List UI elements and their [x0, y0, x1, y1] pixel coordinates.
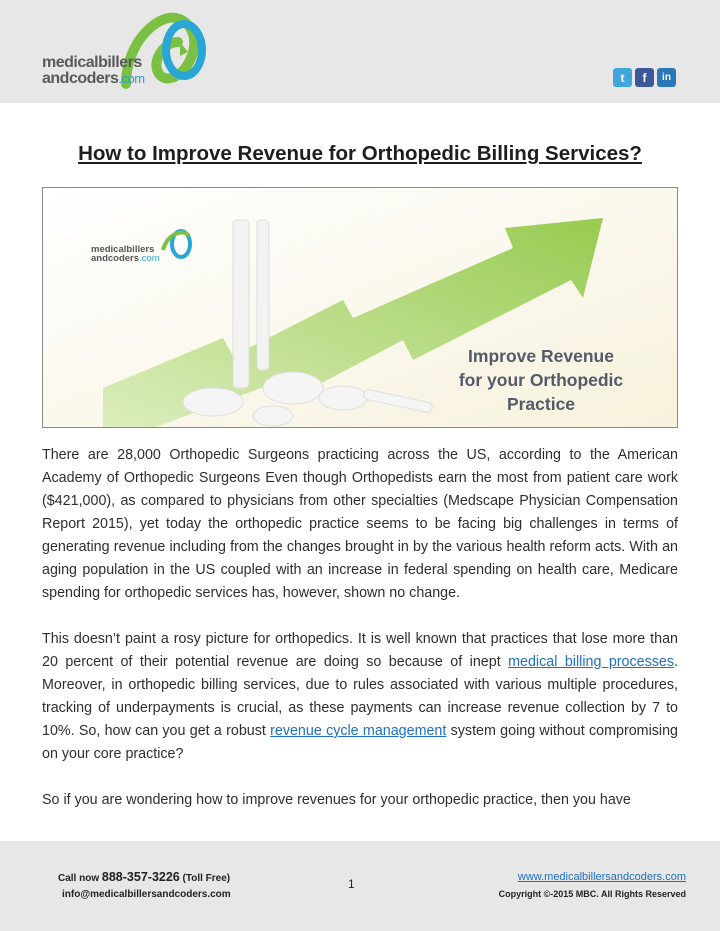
linkedin-icon[interactable]: in: [657, 68, 676, 87]
social-links: [613, 68, 676, 87]
banner-caption: [421, 344, 661, 416]
paragraph-2-text-c: system going without compromising on your core practice?: [42, 723, 678, 762]
paragraph-3: So if you are wondering how to improve revenues for your orthopedic practice, then you have: [42, 792, 631, 808]
article-banner-image: [42, 187, 678, 428]
page-footer: [0, 841, 720, 931]
footer-phone-line: [58, 869, 231, 887]
footer-email[interactable]: info@medicalbillersandcoders.com: [62, 889, 231, 900]
banner-logo-text-line2: [91, 253, 160, 264]
paragraph-1: There are 28,000 Orthopedic Surgeons practicing across the US, according to the American Academy of Orthopedic Surgeons Even though Orthopedists earn the most from patient care work ($421,000), as compared to physicians from other specialties (Medscape Physician Compensation Report 2015), yet today the orthopedic practice seems to be facing big challenges in terms of generating revenue including from the changes brought in by the various health reform acts. With an aging population in the US coupled with an increase in federal spending on health care, Medicare spending for orthopedic services has, however, shown no change.: [42, 447, 678, 601]
paragraph-2: [42, 628, 678, 766]
bone-shape: [253, 406, 293, 426]
page-number: 1: [348, 877, 355, 891]
logo-text-andcoders: andcoders: [42, 70, 119, 87]
company-logo[interactable]: [40, 10, 210, 95]
page-title: How to Improve Revenue for Orthopedic Billing Services?: [78, 142, 642, 165]
footer-site-info: [494, 869, 686, 902]
medical-billing-processes-link[interactable]: medical billing processes: [508, 654, 675, 670]
banner-caption-line3: Practice: [506, 394, 576, 414]
phone-number[interactable]: 888-357-3226: [101, 870, 180, 884]
footer-contact: [58, 869, 231, 903]
paragraph-2-text-a: This doesn’t paint a rosy picture for orthopedics. It is well known that practices that lose more than 20 percent of their potential revenue are doing so because of inept: [42, 631, 678, 670]
revenue-cycle-management-link[interactable]: revenue cycle management: [270, 723, 447, 739]
bone-shape: [233, 220, 249, 388]
copyright-text: Copyright ©-2015 MBC. All Rights Reserved: [498, 889, 686, 899]
banner-caption-line1: Improve Revenue: [468, 346, 614, 366]
toll-free-label: (Toll Free): [182, 873, 231, 884]
twitter-icon[interactable]: t: [613, 68, 632, 87]
article-body: [42, 444, 678, 835]
bone-shape: [319, 386, 367, 410]
bone-shape: [263, 372, 323, 404]
website-link[interactable]: www.medicalbillersandcoders.com: [517, 871, 686, 883]
bone-shape: [257, 220, 269, 370]
logo-text-line2: [42, 70, 145, 88]
logo-text-line1: medicalbillers: [42, 54, 142, 71]
banner-logo-suffix: .com: [139, 253, 160, 264]
facebook-icon[interactable]: f: [635, 68, 654, 87]
banner-logo-andcoders: andcoders: [91, 253, 140, 264]
paragraph-2-text-b: . Moreover, in orthopedic billing services, due to rules associated with various multiple procedures, tracking of underpayments is crucial, as these payments can increase revenue collection by 7 to 10%. So, how can you get a robust: [42, 654, 678, 739]
bone-shape: [183, 388, 243, 416]
call-now-label: Call now: [58, 873, 100, 884]
banner-caption-line2: for your Orthopedic: [458, 370, 624, 390]
logo-text-suffix: .com: [118, 71, 145, 86]
banner-logo-text-line1: medicalbillers: [91, 244, 155, 255]
page-header: [0, 0, 720, 103]
